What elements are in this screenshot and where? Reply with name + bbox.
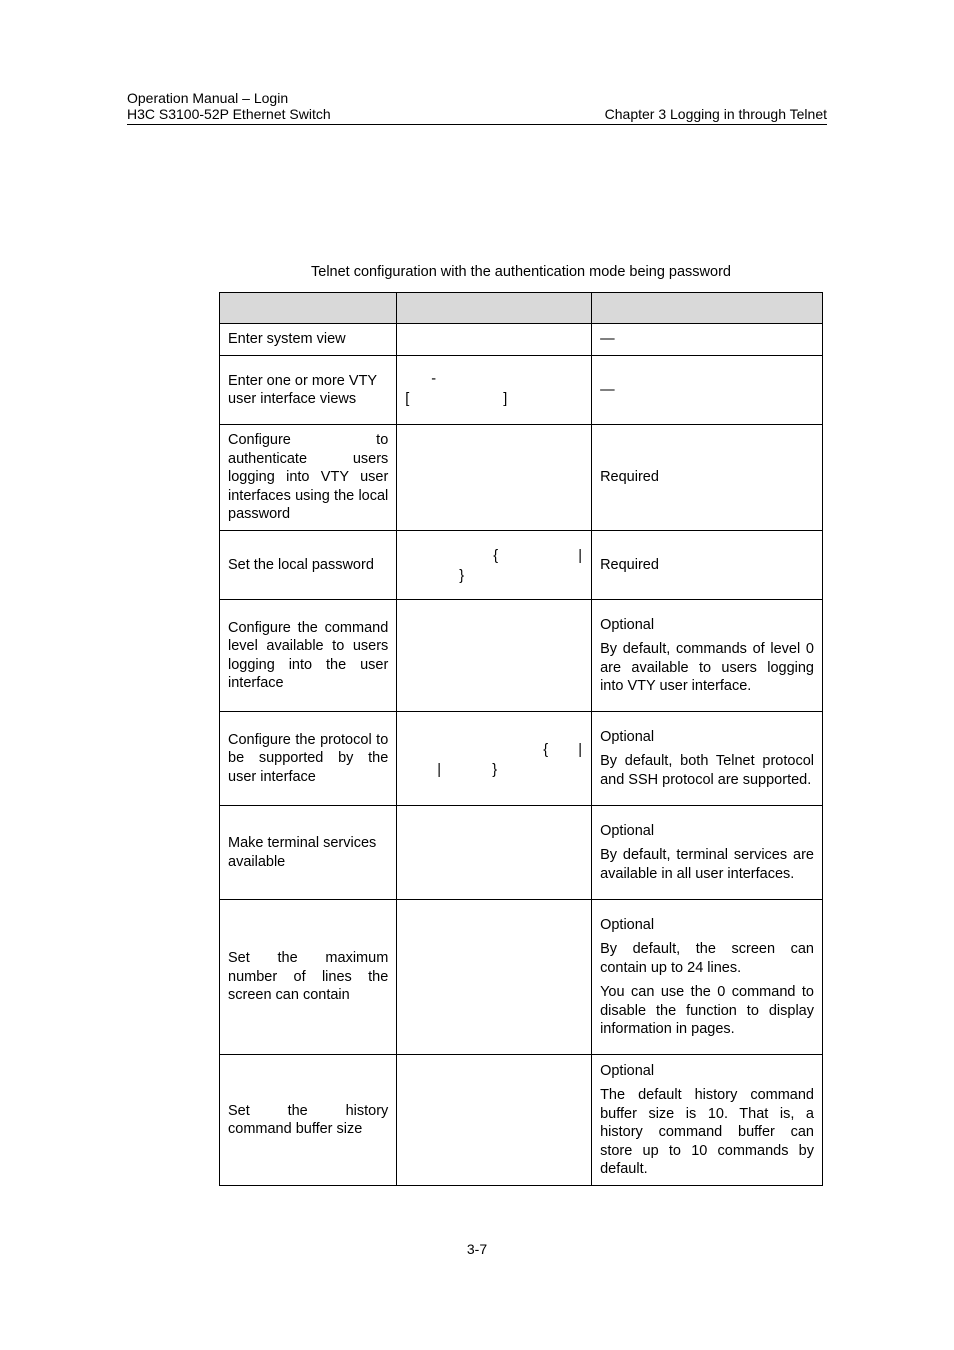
table-row	[220, 324, 823, 356]
command-cell	[397, 425, 592, 531]
page-number: 3-7	[466, 1241, 488, 1257]
command-fragment: {	[543, 741, 549, 758]
header-cell-remarks	[592, 293, 823, 324]
manual-title: Operation Manual – Login	[127, 90, 289, 106]
remarks-cell: Optional By default, terminal services are available in all user interfaces.	[592, 806, 823, 900]
command-fragment: |	[437, 761, 442, 778]
remarks-cell: —	[592, 356, 823, 425]
command-fragment: }	[459, 568, 465, 584]
table-row	[220, 425, 823, 531]
header-cell-command	[397, 293, 592, 324]
header-rule	[127, 124, 827, 125]
operation-cell: Set the history command buffer size	[220, 1055, 397, 1186]
command-cell	[397, 806, 592, 900]
command-cell	[397, 712, 592, 806]
remarks-cell: Optional By default, the screen can contain up to 24 lines. You can use the 0 command to disable the function to display information in pages.	[592, 900, 823, 1055]
operation-cell: Make terminal services available	[220, 806, 397, 900]
remarks-cell: Required	[592, 531, 823, 600]
command-cell	[397, 900, 592, 1055]
command-cell	[397, 1055, 592, 1186]
header-cell-operation	[220, 293, 397, 324]
chapter-title: Chapter 3 Logging in through Telnet	[604, 106, 827, 122]
command-fragment: |	[578, 741, 583, 758]
command-cell	[397, 324, 592, 356]
remarks-cell: —	[592, 324, 823, 356]
product-name: H3C S3100-52P Ethernet Switch	[127, 106, 331, 122]
remarks-cell: Optional By default, commands of level 0 are available to users logging into VTY user interface.	[592, 600, 823, 712]
operation-cell: Configure the protocol to be supported by the user interface	[220, 712, 397, 806]
command-fragment: |	[578, 548, 583, 564]
remarks-cell: Required	[592, 425, 823, 531]
operation-cell: Enter system view	[220, 324, 397, 356]
table-row	[220, 356, 823, 425]
table-row	[220, 531, 823, 600]
table-row	[220, 900, 823, 1055]
operation-cell: Set the local password	[220, 531, 397, 600]
table-row	[220, 1055, 823, 1186]
table-header-row	[220, 293, 823, 324]
operation-cell: Configure to authenticate users logging into VTY user interfaces using the local password	[220, 425, 397, 531]
command-fragment: ]	[503, 391, 508, 407]
command-fragment: [	[405, 391, 410, 407]
operation-cell: Set the maximum number of lines the screen can contain	[220, 900, 397, 1055]
table-row	[220, 712, 823, 806]
command-fragment: {	[493, 548, 499, 564]
operation-cell: Enter one or more VTY user interface views	[220, 356, 397, 425]
command-fragment: }	[492, 761, 498, 778]
table-row	[220, 600, 823, 712]
table-row	[220, 806, 823, 900]
remarks-cell: Optional The default history command buffer size is 10. That is, a history command buffer can store up to 10 commands by default.	[592, 1055, 823, 1186]
configuration-table	[219, 292, 823, 1186]
table-caption: Telnet configuration with the authentication mode being password	[311, 264, 731, 280]
operation-cell: Configure the command level available to users logging into the user interface	[220, 600, 397, 712]
command-cell	[397, 531, 592, 600]
command-cell	[397, 600, 592, 712]
command-cell	[397, 356, 592, 425]
remarks-cell: Optional By default, both Telnet protocol and SSH protocol are supported.	[592, 712, 823, 806]
command-fragment: -	[431, 371, 437, 387]
